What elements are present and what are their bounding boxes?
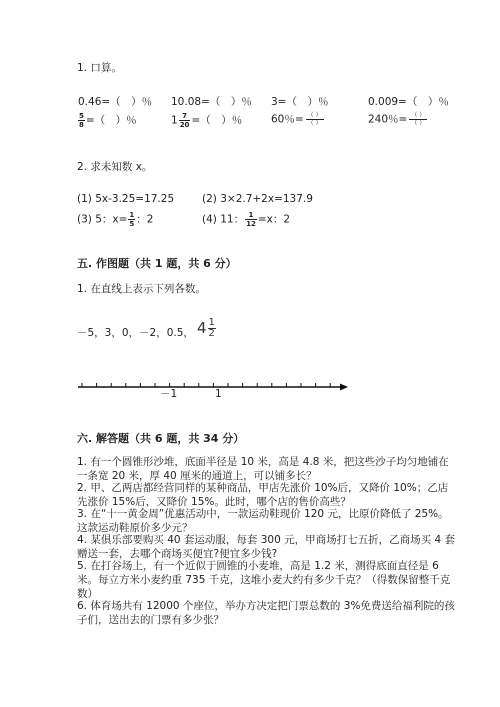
question-2-title: 2. 求未知数 x。 (77, 161, 153, 173)
equation-3: (3) 5：x= $\frac{1}{5}$ ：2 (77, 211, 154, 228)
equation-1: (1) 5x-3.25=17.25 (77, 193, 175, 205)
problem-2: 2. 甲、乙两店都经营同样的某种商品，甲店先涨价 10%后，又降价 10%；乙店先涨价 15%后，又降价 15%。此时，哪个店的售价高些？ (77, 482, 449, 508)
oral-item-6: 1 $\frac{7}{20}$ =（ ）％ (171, 112, 243, 129)
numbers-to-plot: －5，3，0，－2，0.5， (77, 327, 194, 339)
problem-5: 5. 在打谷场上，有一个近似于圆锥的小麦堆，高是 1.2 米，测得底面直径是 6 米。每立方米小麦约重 735 千克，这堆小麦大约有多少千克？（得数保留整千克数） (77, 560, 451, 600)
oral-item-7: 60％= $\frac{( )}{( )}$ (271, 112, 322, 127)
question-1-title: 1. 口算。 (77, 62, 122, 74)
section-6-title: 六. 解答题（共 6 题，共 34 分） (77, 432, 245, 445)
problem-3: 3. 在“十一黄金周”优惠活动中，一款运动鞋现价 120 元，比原价降低了 25%。这款运动鞋原价多少元？ (77, 508, 449, 534)
axis-label-1: 1 (215, 388, 222, 400)
equation-4: (4) 11： $\frac{1}{12}$ =x：2 (202, 211, 291, 228)
oral-item-1: 0.46=（ ）％ (78, 96, 153, 108)
problem-4: 4. 某俱乐部要购买 40 套运动服，每套 300 元，甲商场打七五折，乙商场买 4 套赠送一套，去哪个商场买便宜?便宜多少钱? (77, 534, 455, 560)
oral-item-4: 0.009=（ ）％ (368, 96, 449, 108)
section-5-title: 五. 作图题（共 1 题，共 6 分） (77, 257, 237, 270)
oral-item-2: 10.08=（ ）％ (171, 96, 252, 108)
oral-item-8: 240％= $\frac{( )}{( )}$ (368, 112, 426, 127)
equation-2: (2) 3×2.7+2x=137.9 (202, 193, 313, 205)
axis-label-neg1: －1 (160, 388, 178, 400)
problem-6: 6. 体育场共有 12000 个座位，举办方决定把门票总数的 3%免费送给福利院的孩子们，送出去的门票有多少张？ (77, 600, 455, 626)
mixed-number: 4 $\frac{1}{2}$ (197, 317, 215, 339)
problem-1: 1. 有一个圆锥形沙堆，底面半径是 10 米，高是 4.8 米，把这些沙子均匀地铺在一条宽 20 米，厚 40 厘米的通道上，可以铺多长？ (77, 456, 449, 482)
number-line-arrow (340, 384, 348, 391)
oral-item-5: $\frac{5}{8}$ =（ ）％ (79, 112, 137, 129)
section-5-question: 1. 在直线上表示下列各数。 (77, 283, 206, 295)
oral-item-3: 3=（ ）％ (271, 96, 329, 108)
